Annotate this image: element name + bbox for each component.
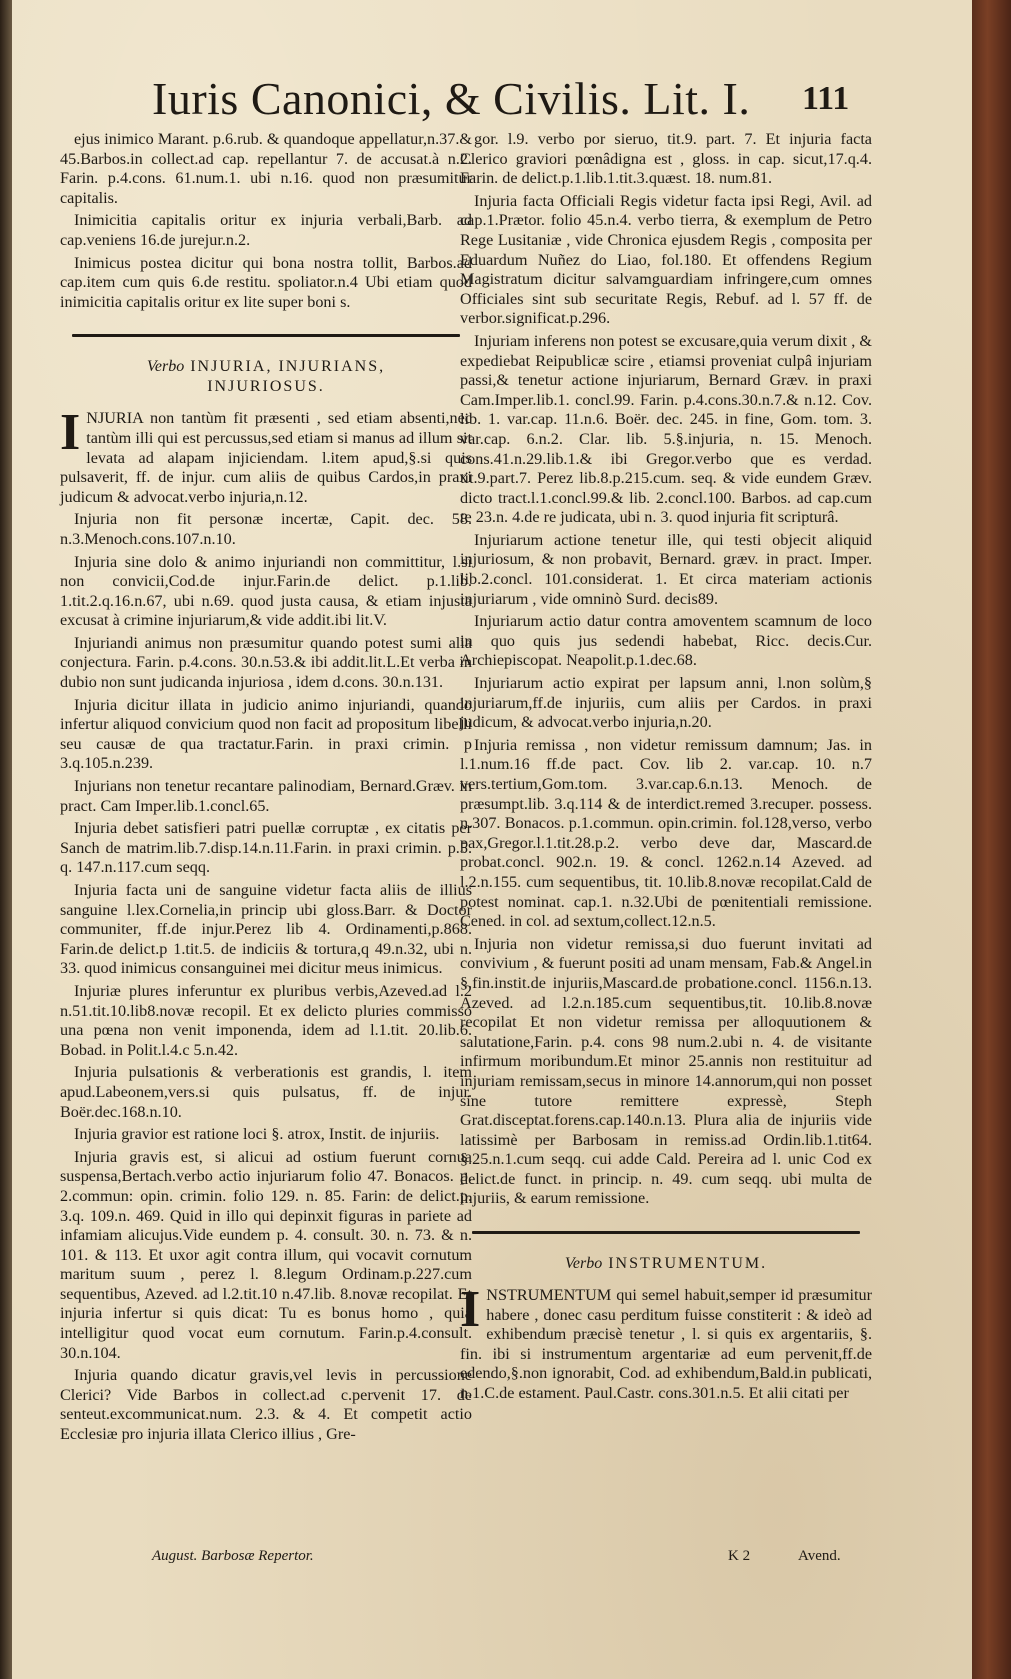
paragraph: Injuria pulsationis & verberationis est grandis, l. item apud.Labeonem,vers.si quis pulsatus, ff. de injur. Boër.dec.168.n.10. <box>60 1063 472 1121</box>
paragraph: ejus inimico Marant. p.6.rub. & quandoque appellatur,n.37.& 45.Barbos.in collect.ad cap. repellantur 7. de accusat.à n.2. Farin. p.4.cons. 61.num.1. ubi n.16. quod non præsumitur capitalis. <box>60 130 472 207</box>
heading-prefix: Verbo <box>564 1255 603 1273</box>
catchword-left: August. Barbosæ Repertor. <box>152 1548 314 1564</box>
page-header <box>152 72 842 132</box>
paragraph: Injuria non videtur remissa,si duo fuerunt invitati ad convivium , & fuerunt positi ad unam mensam, Fab.& Angel.in §.fin.instit.de injuriis,Mascard.de probatione.concl. 1156.n.13. Azeved. ad l.2.n.185.cum sequentibus,tit. 10.lib.8.novæ recopilat Et non videtur remissa per alloquutionem & salutatione,Farin. p.4. cons 98 num.2.ubi n. 4. de visitante infirmum moribundum.Et minor 25.annis non restituitur ad injuriam remissam,secus in minore 14.annorum,qui non posset sine tutore remittere expressè, Steph Grat.disceptat.forens.cap.140.n.13. Plura alia de injuriis vide latissimè per Barbosam in remiss.ad Ordin.lib.1.tit64. §.25.n.1.cum seqq. cui adde Cald. Pereira ad l. unic Cod ex delict.de funct. in princip. n. 49. cum seqq. ubi multa de injuriis, & earum remissione. <box>460 934 872 1208</box>
left-body-paragraphs <box>60 510 472 1444</box>
right-top-paragraphs <box>460 130 872 1209</box>
section-divider <box>472 1231 860 1234</box>
paragraph: Injuriandi animus non præsumitur quando potest sumi alia conjectura. Farin. p.4.cons. 30.n.53.& ibi addit.lit.L.Et verba in dubio non sunt judicanda injuriosa , idem d.cons. 30.n.131. <box>60 633 472 692</box>
first-paragraph-text: NSTRUMENTUM qui semel habuit,semper id præsumitur habere , donec casu perditum fuisse constiterit : & ideò ad exhibendum præcisè tenetur , l. si quis ex argentariis, §. fin. ibi si instrumentum argentariæ ad eum pervenit,ff.de edendo,§.non ignorabit, Cod. ad exhibendum,Bald.in publicati, n.1.C.de estament. Paul.Castr. cons.301.n.5. Et alii citati per <box>460 1286 872 1403</box>
paragraph: Injuria debet satisfieri patri puellæ corruptæ , ex citatis per Sanch de matrim.lib.7.disp.14.n.11.Farin. in praxi crimin. p.5. q. 147.n.117.cum seqq. <box>60 819 472 877</box>
heading-line: INSTRUMENTUM. <box>608 1255 768 1273</box>
running-title: Iuris Canonici, & Civilis. Lit. I. <box>152 73 751 124</box>
first-paragraph <box>460 1281 872 1404</box>
paragraph: Injuriarum actio expirat per lapsum anni, l.non solùm,§ injuriarum,ff.de injuriis, cum aliis per Cardos. in praxi judicum, & advocat.verbo injuria,n.20. <box>460 674 872 732</box>
paragraph: Injuriarum actio datur contra amoventem scamnum de loco in quo quis jus sedendi habebat, Ricc. decis.Cur. Archiepiscopat. Neapolit.p.1.dec.68. <box>460 612 872 670</box>
paragraph: Injuria facta Officiali Regis videtur facta ipsi Regi, Avil. ad cap.1.Prætor. folio 45.n.4. verbo tierra, & exemplum de Petro Rege Lusitaniæ , vide Chronica ejusdem Regis , composita per Eduardum Nuñez do Liao, fol.180. Et offendens Regium Magistratum dicitur salvamguardiam infringere,cum omnes Officiales sint sub securitate Regis, Rebuf. ad l. 57 ff. de verbor.significat.p.296. <box>460 191 872 328</box>
paragraph: Injuria dicitur illata in judicio animo injuriandi, quando infertur aliquod convicium quod non facit ad propositum libelli seu causæ de qua tractatur.Farin. in praxi crimin. p 3.q.105.n.239. <box>60 695 472 773</box>
heading-prefix: Verbo <box>146 358 185 376</box>
first-paragraph <box>60 404 472 507</box>
paragraph: Injuria quando dicatur gravis,vel levis in percussione Clerici? Vide Barbos in collect.ad c.pervenit 17. de senteut.excommunicat.num. 2.3. & 4. Et competit actio Ecclesiæ pro injuria illata Clerico illius , Gre- <box>60 1366 472 1444</box>
page-number: 111 <box>802 80 850 117</box>
paragraph: Injuria sine dolo & animo injuriandi non committitur, l.si non convicii,Cod.de injur.Farin.de delict. p.1.lib. 1.tit.2.q.16.n.67, ubi n.69. quod justa causa, & etiam injusta excusat à crimine injuriarum,& vide addit.ibi lit.V. <box>60 552 472 630</box>
section-heading-instrumentum <box>460 1254 872 1274</box>
book-edge <box>972 0 1011 1679</box>
left-top-paragraphs <box>60 130 472 312</box>
paragraph: Inimicus postea dicitur qui bona nostra tollit, Barbos.ad cap.item cum quis 6.de restitu. spoliator.n.4 Ubi etiam quod inimicitia capitalis oritur ex lite super boni s. <box>60 253 472 311</box>
paragraph: Injuriarum actione tenetur ille, qui testi objecit aliquid injuriosum, & non probavit, Bernard. græv. in pract. Imper. lib.2.concl. 101.considerat. 1. Et circa materiam actionis injuriarum , vide omninò Surd. decis89. <box>460 530 872 608</box>
paragraph: Injuria facta uni de sanguine videtur facta aliis de illius sanguine l.lex.Cornelia,in princip ubi gloss.Barr. & Doctor communiter, ff.de injur.Perez lib 4. Ordinamenti,p.868. Farin.de delict.p 1.tit.5. de indiciis & tortura,q 49.n.32, ubi n. 33. quod inimicus consanguinei mei dicitur meus inimicus. <box>60 881 472 978</box>
section-divider <box>72 334 460 337</box>
drop-cap: I <box>460 1281 481 1339</box>
paragraph: Injuria gravior est ratione loci §. atrox, Instit. de injuriis. <box>74 1125 440 1144</box>
paragraph: Injuria remissa , non videtur remissum damnum; Jas. in l.1.num.16 ff.de pact. Cov. lib 2. var.cap. 10. n.7 vers.tertium,Gom.tom. 3.var.cap.6.n.13. Menoch. de præsumpt.lib. 3.q.114 & de interdict.remed 3.recuper. possess. n.307. Bonacos. p.1.commun. opin.crimin. fol.128,verso, verbo pax,Gregor.l.1.tit.28.p.2. verbo deve dar, Mascard.de probat.concl. 902.n. 19. & concl. 1262.n.14 Azeved. ad l.2.n.155. cum sequentibus, tit. 10.lib.8.novæ recopilat.Cald de potest nominat. cap.1. n.32.Ubi de pœnitentiali remissione. Cened. in col. ad sextum,collect.12.n.5. <box>460 735 872 931</box>
heading-line-2: INJURIOSUS. <box>207 378 325 396</box>
first-paragraph-text: NJURIA non tantùm fit præsenti , sed etiam absenti,nec tantùm illi qui est percussus,sed etiam si manus ad illum sit levata ad alapam injiciendam. l.item apud,§.si quis pulsaverit, ff. de injur. cum aliis de quibus Cardos,in praxi judicum & advocat.verbo injuria,n.12. <box>60 409 472 506</box>
paragraph: Injuria gravis est, si alicui ad ostium fuerunt cornua suspensa,Bertach.verbo actio injuriarum folio 47. Bonacos. p. 2.commun: opin. crimin. folio 129. n. 85. Farin: de delict.p. 3.q. 109.n. 469. Quid in illo qui depinxit figuras in pariete ad infamiam alicujus.Vide eundem p. 4. consult. 30. n. 73. & n. 101. & 113. Et uxor agit contra illum, qui vocavit cornutum maritum suum , perez l. 8.legum Ordinam.p.227.cum sequentibus, Azeved. ad l.2.tit.10 n.47.lib. 8.novæ recopilat. Et injuria infertur si quis dicat: Tu es bonus homo , quia intelligitur quod vocat eum cornutum. Farin.p.4.consult. 30.n.104. <box>60 1147 472 1362</box>
book-gutter <box>0 0 12 1679</box>
paragraph: Inimicitia capitalis oritur ex injuria verbali,Barb. ad cap.veniens 16.de jurejur.n.2. <box>60 211 472 249</box>
left-column <box>60 130 472 1448</box>
paragraph: Injuria non fit personæ incertæ, Capit. dec. 58. n.3.Menoch.cons.107.n.10. <box>60 510 472 548</box>
book-page <box>12 0 972 1679</box>
drop-cap: I <box>60 404 81 462</box>
signature-mark: K 2 <box>728 1548 751 1564</box>
section-heading-injuria <box>60 357 472 397</box>
paragraph: gor. l.9. verbo por sieruo, tit.9. part. 7. Et injuria facta Clerico graviori pœnâdigna est , gloss. in cap. sicut,17.q.4. Farin. de delict.p.1.lib.1.tit.3.quæst. 18. num.81. <box>460 130 872 188</box>
heading-line-1: INJURIA, INJURIANS, <box>190 358 386 376</box>
paragraph: Injuriam inferens non potest se excusare,quia verum dixit , & expediebat Reipublicæ scire , etiamsi proveniat culpâ injuriam passi,& tenetur actione injuriarum, Bernard Græv. in praxi Cam.Imper.lib.1. concl.99. Farin. p.4.cons.30.n.7.& n.12. Cov. lib. 1. var.cap. 11.n.6. Boër. dec. 245. in fine, Gom. tom. 3. var.cap. 6.n.2. Clar. lib. 5.§.injuria, n. 15. Menoch. cons.41.n.29.lib.1.& ibi Gregor.verbo que es verdad. tit.9.part.7. Perez lib.8.p.215.cum. seq. & vide eundem Græv. dicto tract.l.1.concl.99.& lib. 2.concl.100. Barbos. ad cap.cum te 23.n. 4.de re judicata, ubi n. 3. quod injuria fit scripturâ. <box>460 331 872 527</box>
right-column <box>460 130 872 1407</box>
paragraph: Injuriæ plures inferuntur ex pluribus verbis,Azeved.ad l.2 n.51.tit.10.lib8.novæ recopil. Et ex delicto pluries commisso una pœna non venit imponenda, idem ad l.1.tit. 20.lib.6. Bobad. in Polit.l.4.c 5.n.42. <box>60 981 472 1059</box>
catchword-right: Avend. <box>798 1548 841 1564</box>
paragraph: Injurians non tenetur recantare palinodiam, Bernard.Græv. in pract. Cam Imper.lib.1.concl.65. <box>60 777 472 815</box>
